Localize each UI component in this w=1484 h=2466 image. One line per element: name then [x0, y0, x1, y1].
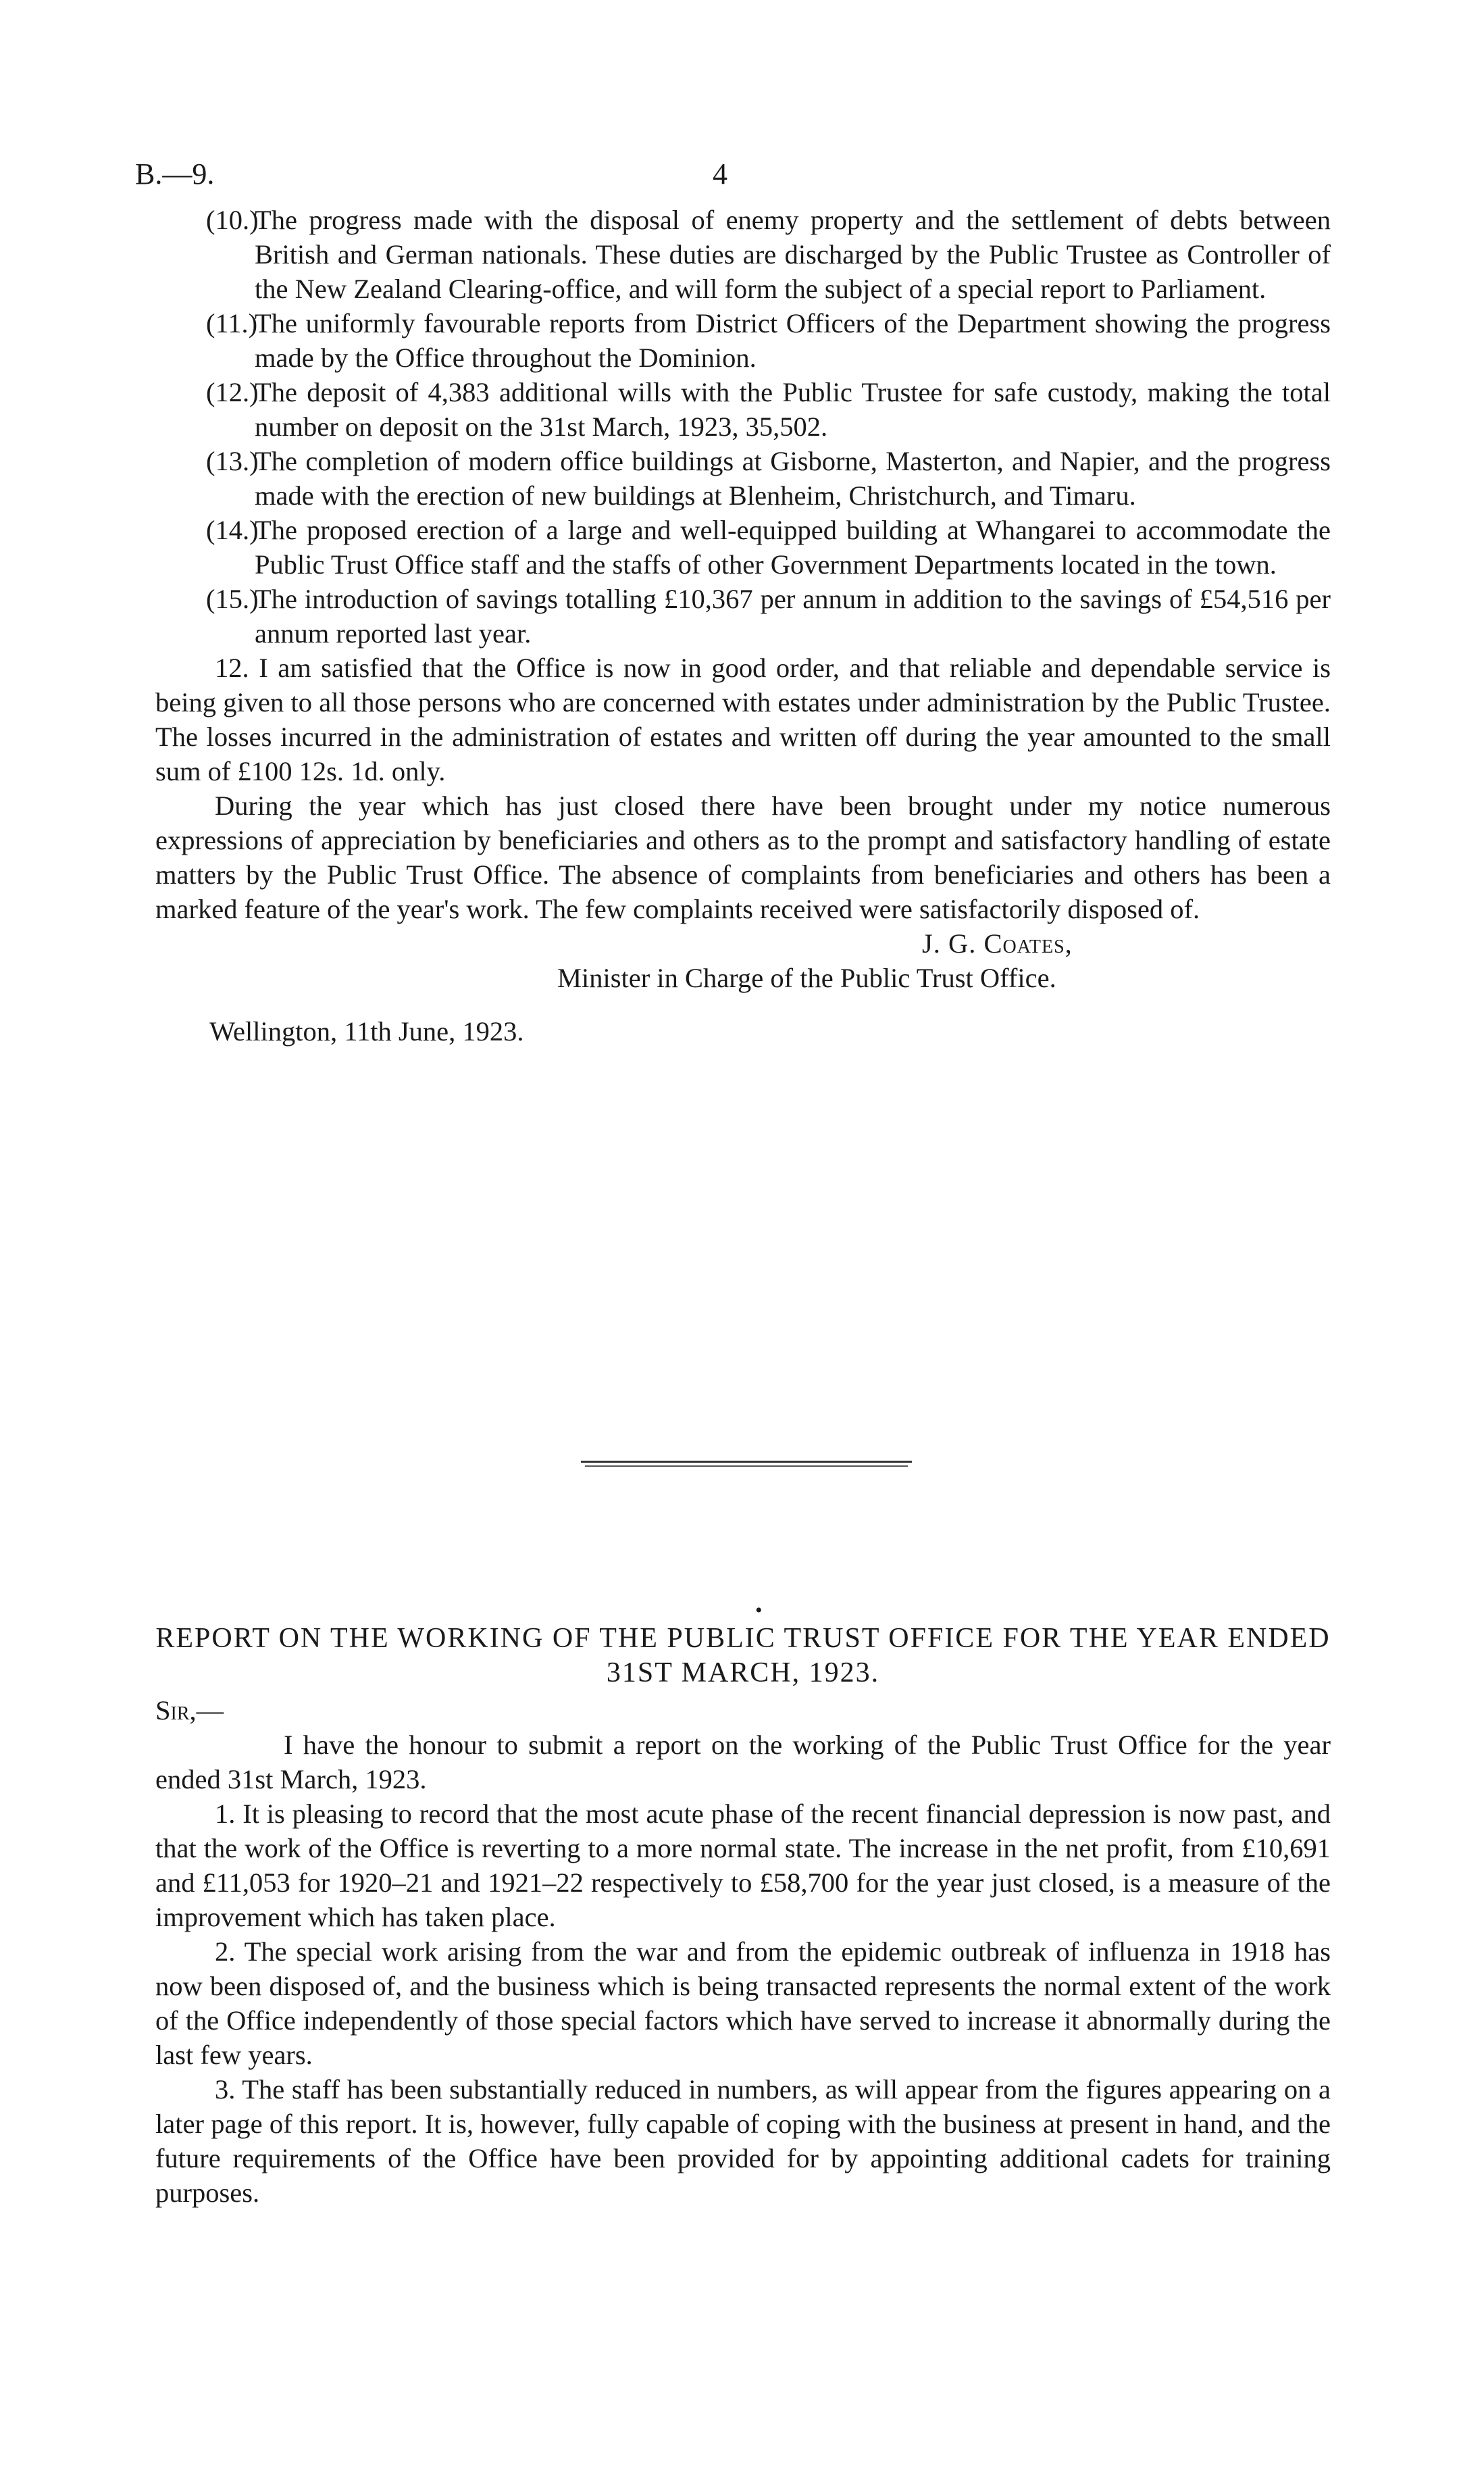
item-text: The progress made with the disposal of enemy property and the settlement of debts between British and German nationals. These duties are discharged by the Public Trustee as Controller of the New Zealand Clearing-office, and will form the subject of a special report to Parliament. — [255, 205, 1331, 304]
document-reference: B.—9. — [135, 157, 215, 191]
signature-block — [155, 926, 1331, 995]
item-number: (13.) — [206, 446, 259, 476]
paragraph-during-year: During the year which has just closed there have been brought under my notice numerous expressions of appreciation by beneficiaries and others as to the prompt and satisfactory handling of estate matters by the Public Trust Office. The absence of complaints from beneficiaries and others has been a marked feature of the year's work. The few complaints received were satisfactorily disposed of. — [155, 790, 1331, 924]
list-item — [155, 444, 1331, 513]
list-item — [155, 582, 1331, 651]
signatory-title: Minister in Charge of the Public Trust Office. — [557, 963, 1056, 993]
item-number: (12.) — [206, 377, 259, 407]
report-title: REPORT ON THE WORKING OF THE PUBLIC TRUST OFFICE FOR THE YEAR ENDED 31ST MARCH, 1923. — [155, 1623, 1331, 1688]
item-number: (11.) — [206, 308, 258, 338]
page-number: 4 — [713, 157, 727, 191]
section-divider — [581, 1461, 912, 1467]
divider-rule — [581, 1461, 912, 1463]
list-item — [155, 306, 1331, 375]
item-text: The deposit of 4,383 additional wills with the Public Trustee for safe custody, making the total number on deposit on the 31st March, 1923, 35,502. — [255, 377, 1331, 442]
report-section — [155, 1621, 1331, 2210]
paragraph-12: 12. I am satisfied that the Office is now in good order, and that reliable and dependable service is being given to all those persons who are concerned with estates under administration by the Public Trustee. The losses incurred in the administration of estates and written off during the year amounted to the small sum of £100 12s. 1d. only. — [155, 653, 1331, 786]
list-item — [155, 513, 1331, 582]
item-number: (14.) — [206, 515, 259, 545]
item-text: The completion of modern office buildings at Gisborne, Masterton, and Napier, and the progress made with the erection of new buildings at Blenheim, Christchurch, and Timaru. — [255, 446, 1331, 511]
print-mark: • — [755, 1599, 763, 1621]
list-item — [155, 375, 1331, 444]
report-paragraph: 1. It is pleasing to record that the most acute phase of the recent financial depression is now past, and that the work of the Office is reverting to a more normal state. The increase in the net profit, from £10,691 and £11,053 for 1920–21 and 1921–22 respectively to £58,700 for the year just closed, is a measure of the improvement which has taken place. — [155, 1798, 1331, 1932]
list-item — [155, 203, 1331, 306]
item-number: (10.) — [206, 205, 259, 235]
divider-rule — [585, 1465, 908, 1467]
item-number: (15.) — [206, 584, 259, 614]
signatory-name: J. G. Coates, — [922, 928, 1073, 959]
salutation: Sir,— — [155, 1695, 224, 1726]
report-body — [155, 203, 1331, 1049]
item-text: The proposed erection of a large and well-equipped building at Whangarei to accommodate the Public Trust Office staff and the staffs of other Government Departments located in the town. — [255, 515, 1331, 580]
page-header — [135, 157, 1344, 197]
report-paragraph: I have the honour to submit a report on the working of the Public Trust Office for the year ended 31st March, 1923. — [155, 1730, 1331, 1794]
item-text: The introduction of savings totalling £10,367 per annum in addition to the savings of £54,516 per annum reported last year. — [255, 584, 1331, 649]
date-line: Wellington, 11th June, 1923. — [209, 1016, 524, 1047]
report-paragraph: 2. The special work arising from the war and from the epidemic outbreak of influenza in 1918 has now been disposed of, and the business which is being transacted represents the normal extent of the work of the Office independently of those special factors which have served to increase it abnormally during the last few years. — [155, 1936, 1331, 2070]
item-text: The uniformly favourable reports from District Officers of the Department showing the progress made by the Office throughout the Dominion. — [255, 308, 1331, 373]
report-paragraph: 3. The staff has been substantially reduced in numbers, as will appear from the figures appearing on a later page of this report. It is, however, fully capable of coping with the business at present in hand, and the future requirements of the Office have been provided for by appointing additional cadets for training purposes. — [155, 2074, 1331, 2208]
